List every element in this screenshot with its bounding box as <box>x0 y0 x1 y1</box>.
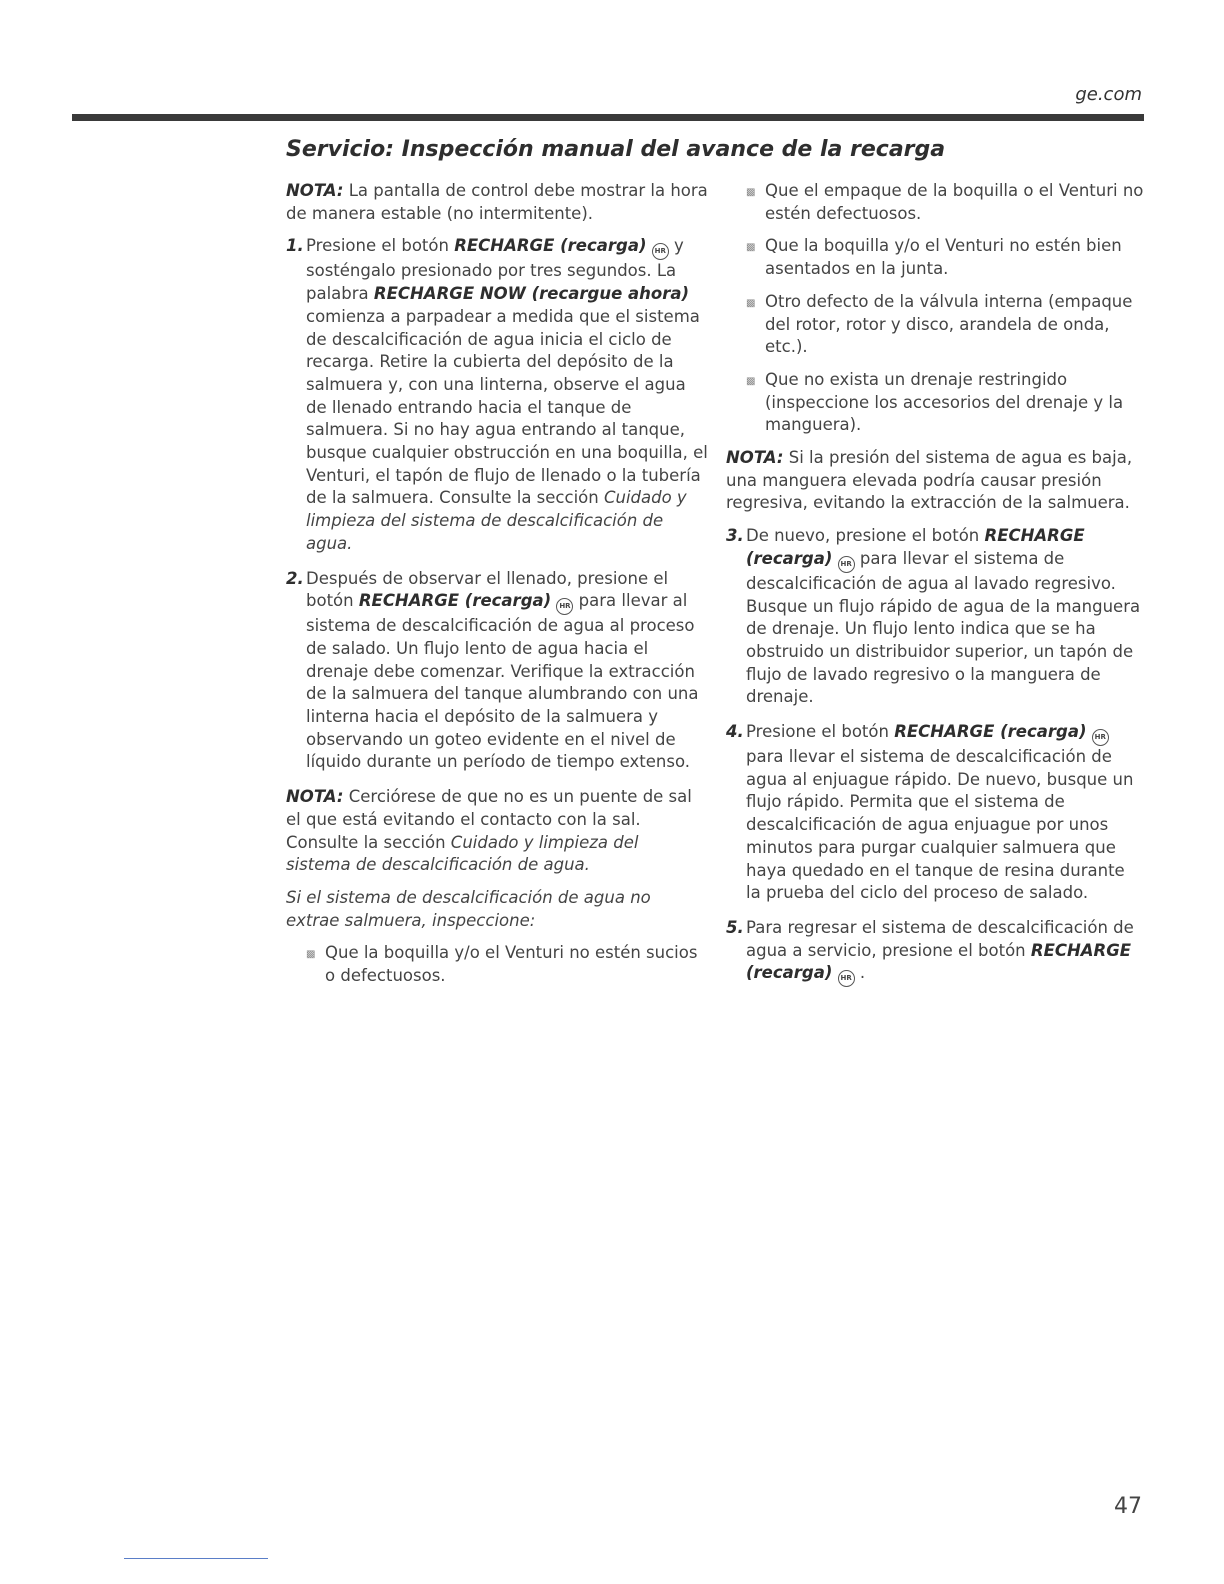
note-salt-bridge: NOTA: Cerciórese de que no es un puente de sal el que está evitando el contacto con la sal. Consulte la sección Cuidado y limpieza del sistema de descalcificación de agua. <box>286 787 692 875</box>
inspect-list-continued <box>726 180 1144 437</box>
recharge-button-label: RECHARGE (recarga) <box>746 526 1085 568</box>
bullet-icon: ▩ <box>306 949 316 961</box>
list-item: ▩ Que el empaque de la boquilla o el Venturi no estén defectuosos. <box>746 180 1144 225</box>
recharge-button-icon: HR <box>838 556 855 573</box>
recharge-button-label: RECHARGE (recarga) <box>894 722 1087 742</box>
page-title: Servicio: Inspección manual del avance de la recarga <box>286 137 946 162</box>
bullet-icon: ▩ <box>746 375 756 387</box>
recharge-button-label: RECHARGE (recarga) <box>358 591 552 611</box>
footer-line <box>124 1558 268 1559</box>
bullet-icon: ▩ <box>746 297 756 309</box>
list-item: ▩ Que la boquilla y/o el Venturi no estén bien asentados en la junta. <box>746 235 1144 280</box>
step-1: 1. Presione el botón RECHARGE (recarga) HR y sosténgalo presionado por tres segundos. La palabra RECHARGE NOW (recargue ahora) comienza a parpadear a medida que el sistema de descalcificación de agua inicia el ciclo de recarga. Retire la cubierta del depósito de la salmuera y, con una linterna, observe el agua de llenado entrando hacia el tanque de salmuera. Si no hay agua entrando al tanque, busque cualquier obstrucción en una boquilla, el Venturi, el tapón de flujo de llenado o la tubería de la salmuera. Consulte la sección Cuidado y limpieza del sistema de descalcificación de agua. <box>286 235 708 555</box>
recharge-now-label: RECHARGE NOW (recargue ahora) <box>373 284 690 304</box>
step-4: 4. Presione el botón RECHARGE (recarga) HR para llevar el sistema de descalcificación de agua al enjuague rápido. De nuevo, busque un flujo rápido. Permita que el sistema de descalcificación de agua enjuague por unos minutos para purgar cualquier salmuera que haya quedado en el tanque de resina durante la prueba del ciclo del proceso de salado. <box>726 721 1144 905</box>
list-item: ▩ Que la boquilla y/o el Venturi no estén sucios o defectuosos. <box>306 942 708 987</box>
note-pressure: NOTA: Si la presión del sistema de agua es baja, una manguera elevada podría causar presión regresiva, evitando la extracción de la salmuera. <box>726 448 1133 513</box>
section-reference: Cuidado y limpieza del sistema de descalcificación de agua. <box>306 488 687 553</box>
list-item: ▩ Que no exista un drenaje restringido (inspeccione los accesorios del drenaje y la manguera). <box>746 369 1144 437</box>
bullet-icon: ▩ <box>746 187 756 198</box>
step-number: 5. <box>726 917 744 937</box>
note-display: NOTA: La pantalla de control debe mostrar la hora de manera estable (no intermitente). <box>286 181 708 223</box>
page-number: 47 <box>1114 1494 1142 1519</box>
left-column <box>286 180 708 998</box>
step-number: 1. <box>286 236 304 256</box>
site-url: ge.com <box>1075 84 1142 105</box>
recharge-button-icon: HR <box>652 243 669 260</box>
recharge-button-label: RECHARGE (recarga) <box>454 236 647 256</box>
step-2: 2. Después de observar el llenado, presione el botón RECHARGE (recarga) HR para llevar al sistema de descalcificación de agua al proceso de salado. Un flujo lento de agua hacia el drenaje debe comenzar. Verifique la extracción de la salmuera del tanque alumbrando con una linterna hacia el depósito de la salmuera y observando un goteo evidente en el nivel de líquido durante un período de tiempo extenso. <box>286 568 708 775</box>
inspect-intro: Si el sistema de descalcificación de agua no extrae salmuera, inspeccione: <box>286 887 651 930</box>
step-number: 2. <box>286 568 304 588</box>
step-5: 5. Para regresar el sistema de descalcificación de agua a servicio, presione el botón RECHARGE (recarga) HR . <box>726 917 1144 987</box>
step-3: 3. De nuevo, presione el botón RECHARGE (recarga) HR para llevar el sistema de descalcificación de agua al lavado regresivo. Busque un flujo rápido de agua de la manguera de drenaje. Un flujo lento indica que se ha obstruido un distribuidor superior, un tapón de flujo de lavado regresivo o la manguera de drenaje. <box>726 525 1144 709</box>
step-number: 3. <box>726 526 744 546</box>
step-number: 4. <box>726 722 744 742</box>
bullet-icon: ▩ <box>746 242 756 254</box>
recharge-button-label: RECHARGE (recarga) <box>746 940 1132 983</box>
recharge-button-icon: HR <box>556 598 573 615</box>
right-column <box>726 180 1144 999</box>
recharge-button-icon: HR <box>1092 729 1109 746</box>
header-rule <box>72 114 1144 121</box>
section-reference: Cuidado y limpieza del sistema de descalcificación de agua. <box>286 832 639 875</box>
list-item: ▩ Otro defecto de la válvula interna (empaque del rotor, rotor y disco, arandela de onda, etc.). <box>746 291 1144 359</box>
inspect-list <box>286 942 708 987</box>
recharge-button-icon: HR <box>838 970 855 987</box>
